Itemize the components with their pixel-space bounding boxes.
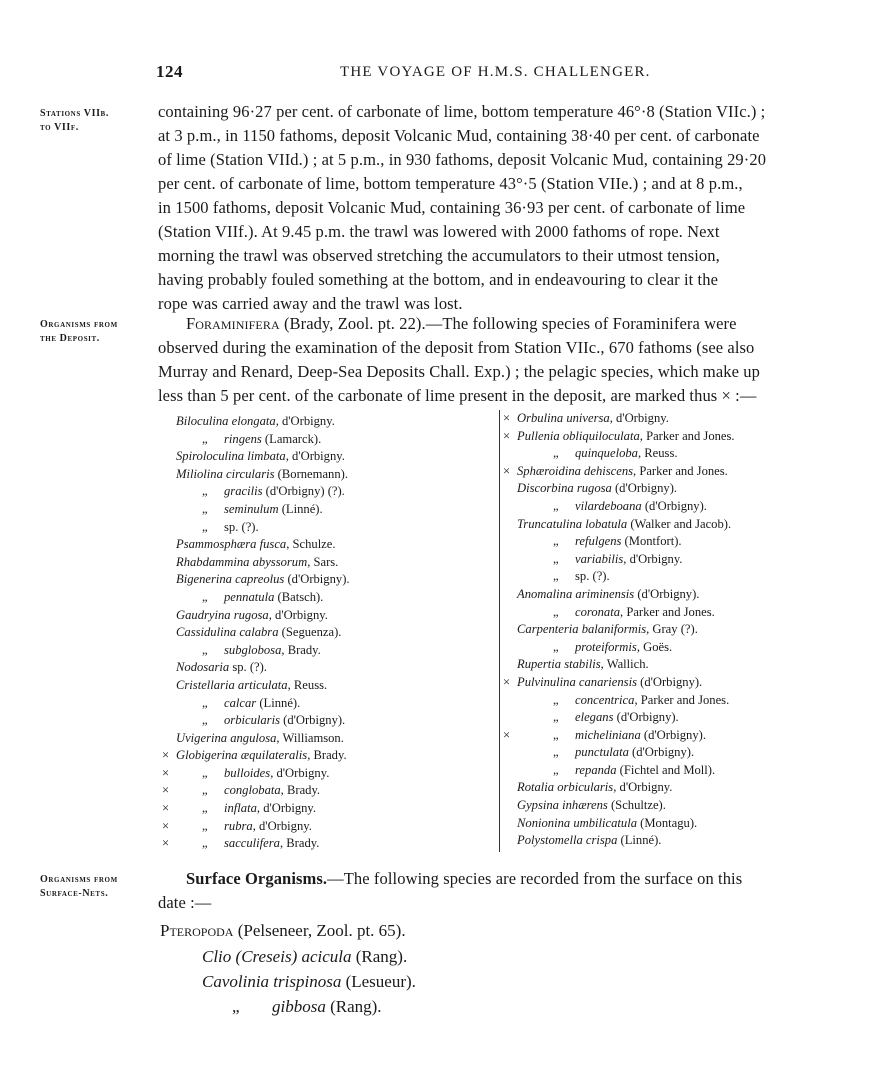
- ditto-mark: „: [202, 695, 208, 710]
- list-item: [162, 712, 350, 730]
- list-item: [162, 835, 350, 853]
- species-author: , Parker and Jones.: [639, 428, 735, 443]
- margin-note-line: Organisms from: [40, 874, 118, 885]
- pelagic-mark: ×: [162, 818, 170, 833]
- text-line: morning the trawl was observed stretching the accumulators to their utmost tension,: [158, 246, 720, 265]
- species-author: , Williamson.: [276, 730, 344, 745]
- text-line: per cent. of carbonate of lime, bottom temperature 43°·5 (Station VIIe.) ; and at 8 p.m.,: [158, 174, 743, 193]
- species-author: (d'Orbigny).: [641, 498, 707, 513]
- list-item: [162, 448, 350, 466]
- species-name: Bigenerina capreolus: [176, 572, 285, 587]
- list-item: [503, 516, 735, 534]
- ditto-mark: „: [202, 642, 208, 657]
- text-line: Murray and Renard, Deep-Sea Deposits Chall. Exp.) ; the pelagic species, which make up: [158, 362, 760, 381]
- species-author: (d'Orbigny).: [640, 727, 706, 742]
- list-item: [162, 677, 350, 695]
- species-author: , Reuss.: [637, 446, 678, 461]
- list-item: [162, 571, 350, 589]
- pelagic-mark: ×: [162, 783, 170, 798]
- ditto-mark: „: [202, 484, 208, 499]
- species-author: , Parker and Jones.: [620, 604, 715, 619]
- running-title: THE VOYAGE OF H.M.S. CHALLENGER.: [340, 64, 651, 80]
- list-item: [503, 463, 735, 481]
- ditto-mark: „: [202, 713, 208, 728]
- list-item: [503, 797, 735, 815]
- list-item: [503, 410, 735, 428]
- species-author: (Fichtel and Moll).: [616, 762, 716, 777]
- ditto-mark: „: [553, 692, 559, 707]
- ditto-mark: „: [553, 639, 559, 654]
- species-author: (d'Orbigny).: [279, 713, 346, 728]
- species-name: Cristellaria articulata: [176, 677, 288, 692]
- list-item: [162, 747, 350, 765]
- text-line: observed during the examination of the deposit from Station VIIc., 670 fathoms (see also: [158, 338, 755, 357]
- species-author: sp. (?).: [229, 660, 267, 675]
- species-author: , d'Orbigny.: [613, 780, 673, 795]
- margin-note-line: the Deposit.: [40, 333, 100, 344]
- pelagic-mark: ×: [162, 836, 170, 851]
- species-name: Carpenteria balaniformis: [517, 622, 647, 637]
- species-name: Pullenia obliquiloculata: [517, 428, 640, 443]
- list-item: [162, 536, 350, 554]
- list-item: [503, 639, 735, 657]
- list-item: [503, 656, 735, 674]
- species-author: sp. (?).: [224, 519, 259, 534]
- species-author: , Parker and Jones.: [633, 463, 728, 478]
- ditto-mark: „: [202, 519, 208, 534]
- pelagic-mark: ×: [162, 748, 170, 763]
- margin-note-organisms-surface: [40, 873, 118, 901]
- text-line: of lime (Station VIId.) ; at 5 p.m., in 930 fathoms, deposit Volcanic Mud, containing 29·20: [158, 150, 767, 169]
- species-author: (Montfort).: [621, 534, 682, 549]
- species-name: seminulum: [224, 501, 279, 516]
- species-author: , d'Orbigny.: [623, 551, 683, 566]
- list-item: [503, 744, 735, 762]
- species-author: (Rang).: [351, 947, 408, 966]
- species-name: Nonionina umbilicatula: [517, 815, 637, 830]
- species-author: , Brady.: [280, 783, 321, 798]
- species-name: Uvigerina angulosa: [176, 730, 277, 745]
- species-name: punctulata: [575, 745, 629, 760]
- species-name: Gypsina inhærens: [517, 798, 608, 813]
- list-item: [162, 765, 350, 783]
- pelagic-mark: ×: [503, 411, 511, 425]
- species-author: (d'Orbigny).: [636, 674, 703, 689]
- list-item: [503, 709, 735, 727]
- species-name: Polystomella crispa: [517, 833, 618, 848]
- species-author: , Schulze.: [286, 537, 336, 552]
- text-line: [186, 867, 742, 891]
- species-name: Anomalina ariminensis: [517, 586, 635, 601]
- species-author: (Lamarck).: [261, 431, 322, 446]
- species-name: Biloculina elongata: [176, 414, 276, 428]
- list-item: [162, 659, 350, 677]
- margin-note-line: Surface-Nets.: [40, 888, 109, 899]
- species-name: Gaudryina rugosa: [176, 607, 269, 622]
- species-author: (d'Orbigny).: [628, 745, 695, 760]
- species-author: (Bornemann).: [274, 466, 348, 481]
- list-item: [162, 431, 350, 449]
- species-name: repanda: [575, 762, 617, 777]
- pelagic-mark: ×: [162, 765, 170, 780]
- species-name: Sphæroidina dehiscens: [517, 463, 634, 478]
- list-item: [503, 727, 735, 745]
- list-item: [162, 782, 350, 800]
- pelagic-mark: ×: [503, 463, 511, 478]
- list-item: [162, 818, 350, 836]
- ditto-mark: „: [553, 551, 559, 566]
- species-name: vilardeboana: [575, 498, 642, 513]
- species-name: Rotalia orbicularis: [517, 780, 614, 795]
- species-author: (Rang).: [325, 997, 382, 1016]
- ditto-mark: „: [553, 710, 559, 725]
- list-item: [162, 466, 350, 484]
- list-item: [162, 554, 350, 572]
- species-name: elegans: [575, 710, 614, 725]
- species-name: ringens: [224, 431, 262, 446]
- species-name: quinqueloba: [575, 446, 638, 461]
- species-name: rubra: [224, 818, 253, 833]
- species-author: (Batsch).: [274, 589, 324, 604]
- species-name: coronata: [575, 604, 621, 619]
- species-name: Discorbina rugosa: [517, 481, 612, 496]
- species-author: (d'Orbigny).: [284, 572, 350, 587]
- species-author: , Gray (?).: [646, 622, 698, 637]
- species-name: Orbulina universa: [517, 411, 610, 425]
- species-name: orbicularis: [224, 713, 280, 728]
- species-author: , Sars.: [307, 554, 339, 569]
- ditto-mark: „: [202, 589, 208, 604]
- species-name: bulloides: [224, 765, 271, 780]
- text-line: in 1500 fathoms, deposit Volcanic Mud, containing 36·93 per cent. of carbonate of lime: [158, 198, 746, 217]
- list-item: [162, 501, 350, 519]
- text-line: having probably fouled something at the bottom, and in endeavouring to clear it the: [158, 270, 718, 289]
- text-line: rope was carried away and the trawl was lost.: [158, 294, 463, 313]
- ditto-mark: „: [202, 818, 208, 833]
- species-name: Cassidulina calabra: [176, 625, 279, 640]
- species-name: conglobata: [224, 783, 281, 798]
- species-name: pennatula: [224, 589, 275, 604]
- ditto-mark: „: [553, 498, 559, 513]
- list-item: [503, 621, 735, 639]
- species-author: , Reuss.: [287, 677, 328, 692]
- species-name: inflata: [224, 801, 257, 816]
- list-item: [503, 445, 735, 463]
- list-item: [162, 642, 350, 660]
- species-name: refulgens: [575, 534, 622, 549]
- species-author: (d'Orbigny).: [613, 710, 679, 725]
- margin-note-line: Organisms from: [40, 319, 118, 330]
- margin-note-organisms-deposit: [40, 318, 118, 346]
- species-name: micheliniana: [575, 727, 641, 742]
- ditto-mark: „: [202, 501, 208, 516]
- species-name: gibbosa: [272, 997, 326, 1016]
- species-author: (d'Orbigny) (?).: [262, 484, 345, 499]
- species-list-left: [162, 413, 350, 853]
- list-item: [503, 604, 735, 622]
- species-author: , d'Orbigny.: [285, 449, 345, 464]
- species-name: proteiformis: [575, 639, 637, 654]
- list-item: [162, 607, 350, 625]
- species-author: , Brady.: [279, 836, 320, 851]
- species-author: (d'Orbigny).: [634, 586, 700, 601]
- list-item: [232, 994, 382, 1020]
- species-author: (Walker and Jacob).: [627, 516, 732, 531]
- list-item: [503, 692, 735, 710]
- species-author: (d'Orbigny).: [611, 481, 678, 496]
- list-item: [503, 674, 735, 692]
- ditto-mark: „: [553, 604, 559, 619]
- species-author: (Lesueur).: [341, 972, 416, 991]
- species-author: , d'Orbigny.: [268, 607, 328, 622]
- text-line: date :—: [158, 893, 212, 912]
- list-item: [162, 800, 350, 818]
- list-item: [503, 551, 735, 569]
- ditto-mark: „: [553, 762, 559, 777]
- species-author: sp. (?).: [575, 569, 610, 584]
- list-item: [162, 730, 350, 748]
- list-item: [503, 533, 735, 551]
- ditto-mark: „: [232, 997, 240, 1016]
- list-item: [162, 695, 350, 713]
- ditto-mark: „: [202, 783, 208, 798]
- list-item: [162, 483, 350, 501]
- species-author: , Wallich.: [600, 657, 649, 672]
- species-author: , d'Orbigny.: [275, 414, 335, 428]
- species-name: calcar: [224, 695, 257, 710]
- list-item: [162, 624, 350, 642]
- species-name: Nodosaria: [176, 660, 230, 675]
- species-name: Truncatulina lobatula: [517, 516, 628, 531]
- section-heading: Surface Organisms.: [186, 869, 328, 888]
- species-author: , d'Orbigny.: [256, 801, 317, 816]
- list-item: [503, 586, 735, 604]
- species-list-right: [503, 410, 735, 850]
- list-item: [162, 413, 350, 431]
- species-name: Globigerina æquilateralis: [176, 748, 308, 763]
- list-item: [503, 428, 735, 446]
- text-line: containing 96·27 per cent. of carbonate of lime, bottom temperature 46°·8 (Station VIIc.) ;: [158, 102, 766, 121]
- species-author: (Linné).: [256, 695, 301, 710]
- species-name: Rupertia stabilis: [517, 657, 601, 672]
- ditto-mark: „: [553, 446, 559, 461]
- ditto-mark: „: [202, 765, 208, 780]
- species-author: (Seguenza).: [278, 625, 342, 640]
- ditto-mark: „: [553, 727, 559, 742]
- species-name: Pulvinulina canariensis: [517, 674, 637, 689]
- margin-note-line: to VIIf.: [40, 122, 79, 133]
- species-name: Rhabdammina abyssorum: [176, 554, 308, 569]
- species-author: (Montagu).: [637, 815, 698, 830]
- text-line: (Station VIIf.). At 9.45 p.m. the trawl was lowered with 2000 fathoms of rope. Next: [158, 222, 720, 241]
- list-item: [503, 815, 735, 833]
- species-name: Miliolina circularis: [176, 466, 275, 481]
- species-name: Cavolinia trispinosa: [202, 972, 342, 991]
- species-name: sacculifera: [224, 836, 280, 851]
- ditto-mark: „: [202, 801, 208, 816]
- list-item: [503, 498, 735, 516]
- species-author: (Schultze).: [607, 798, 666, 813]
- species-name: Clio (Creseis) acicula: [202, 947, 352, 966]
- list-item: [202, 944, 407, 970]
- list-item: [162, 589, 350, 607]
- pelagic-mark: ×: [503, 727, 511, 742]
- species-name: variabilis: [575, 551, 624, 566]
- section-heading: Foraminifera: [186, 314, 280, 333]
- ditto-mark: „: [553, 569, 559, 584]
- ditto-mark: „: [553, 534, 559, 549]
- species-name: Psammosphæra fusca: [176, 537, 287, 552]
- list-item: [503, 480, 735, 498]
- pelagic-mark: ×: [162, 801, 170, 816]
- pteropoda-heading: [160, 918, 406, 944]
- margin-note-stations: [40, 107, 109, 135]
- species-author: (Linné).: [278, 501, 323, 516]
- text-line: at 3 p.m., in 1150 fathoms, deposit Volcanic Mud, containing 38·40 per cent. of carbonate: [158, 126, 760, 145]
- text-run: (Brady, Zool. pt. 22).—The following species of Foraminifera were: [279, 314, 737, 333]
- ditto-mark: „: [202, 836, 208, 851]
- species-author: , Brady.: [281, 642, 321, 657]
- text-line: less than 5 per cent. of the carbonate of lime present in the deposit, are marked thus × :—: [158, 386, 757, 405]
- list-item: [162, 519, 350, 537]
- ditto-mark: „: [553, 745, 559, 760]
- list-item: [503, 762, 735, 780]
- pelagic-mark: ×: [503, 674, 511, 689]
- column-divider: [499, 410, 500, 852]
- pelagic-mark: ×: [503, 428, 511, 443]
- species-name: gracilis: [224, 484, 263, 499]
- species-author: , d'Orbigny.: [252, 818, 312, 833]
- text-line: [186, 312, 737, 336]
- species-author: , Parker and Jones.: [634, 692, 730, 707]
- ditto-mark: „: [202, 431, 208, 446]
- text-run: —The following species are recorded from the surface on this: [327, 869, 743, 888]
- section-heading: Pteropoda: [160, 921, 234, 940]
- species-name: subglobosa: [224, 642, 282, 657]
- list-item: [503, 779, 735, 797]
- species-author: , Brady.: [307, 748, 347, 763]
- list-item: [202, 969, 416, 995]
- species-author: , d'Orbigny.: [609, 411, 669, 425]
- species-author: , d'Orbigny.: [270, 765, 330, 780]
- page-number: 124: [156, 62, 183, 81]
- species-name: Spiroloculina limbata: [176, 449, 286, 464]
- list-item: [503, 832, 735, 850]
- species-author: (Linné).: [617, 833, 662, 848]
- text-run: (Pelseneer, Zool. pt. 65).: [233, 921, 406, 940]
- list-item: [503, 568, 735, 586]
- species-name: concentrica: [575, 692, 635, 707]
- species-author: , Goës.: [636, 639, 673, 654]
- margin-note-line: Stations VIIb.: [40, 108, 109, 119]
